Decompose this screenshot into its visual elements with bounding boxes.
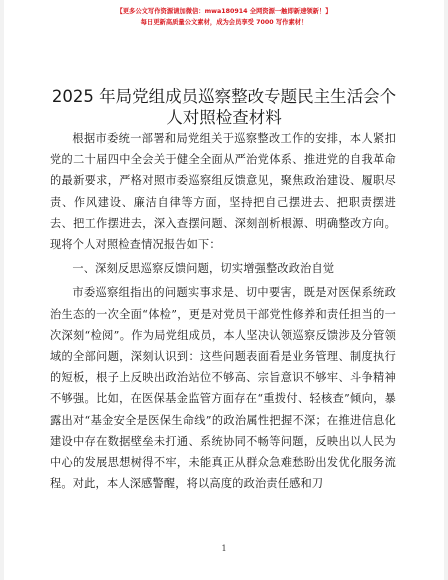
body-paragraph: 市委巡察组指出的问题实事求是、切中要害，既是对医保系统政治生态的一次全面“体检”，更是对党员干部党性修养和责任担当的一次深刻“检阅”。作为局党组成员，本人坚决认领巡察反馈涉及分管领域的全部问题，深刻认识到：这些问题表面看是业务管理、制度执行的短板，根子上反映出政治站位不够高、宗旨意识不够牢、斗争精神不够强。比如，在医保基金监管方面存在“重拨付、轻核查”倾向，暴露出对“基金安全是医保生命线”的政治属性把握不深；在推进信息化建设中存在数据壁垒未打通、系统协同不畅等问题，反映出以人民为中心的发展思想树得不牢，未能真正从群众急难愁盼出发优化服务流程。对此，本人深感警醒，将以高度的政治责任感和刀 bbox=[50, 286, 396, 491]
document-body bbox=[50, 128, 396, 494]
promo-banner-line-2: 每日更新高质量公文素材，成为会员享受 7000 写作素材！ bbox=[140, 19, 308, 26]
document-title bbox=[4, 86, 444, 128]
document-title-line-2: 人对照检查材料 bbox=[166, 108, 282, 127]
document-title-line-1: 2025 年局党组成员巡察整改专题民主生活会个 bbox=[51, 87, 397, 106]
document-page bbox=[4, 0, 444, 580]
intro-paragraph: 根据市委统一部署和局党组关于巡察整改工作的安排，本人紧扣党的二十届四中全会关于健全全面从严治党体系、推进党的自我革命的最新要求，严格对照市委巡察组反馈意见，聚焦政治建设、履职尽责、作风建设、廉洁自律等方面，坚持把自己摆进去、把职责摆进去、把工作摆进去，深入查摆问题、深刻剖析根源、明确整改方向。现将个人对照检查情况报告如下： bbox=[50, 132, 396, 252]
page-number: 1 bbox=[221, 544, 227, 553]
promo-banner-line-1: 【更多公文写作资源请加微信：mwa180914 全网资源一触即新速领新！】 bbox=[116, 8, 332, 15]
promo-banner bbox=[4, 6, 444, 28]
section-heading: 一、深刻反思巡察反馈问题，切实增强整改政治自觉 bbox=[72, 262, 335, 276]
